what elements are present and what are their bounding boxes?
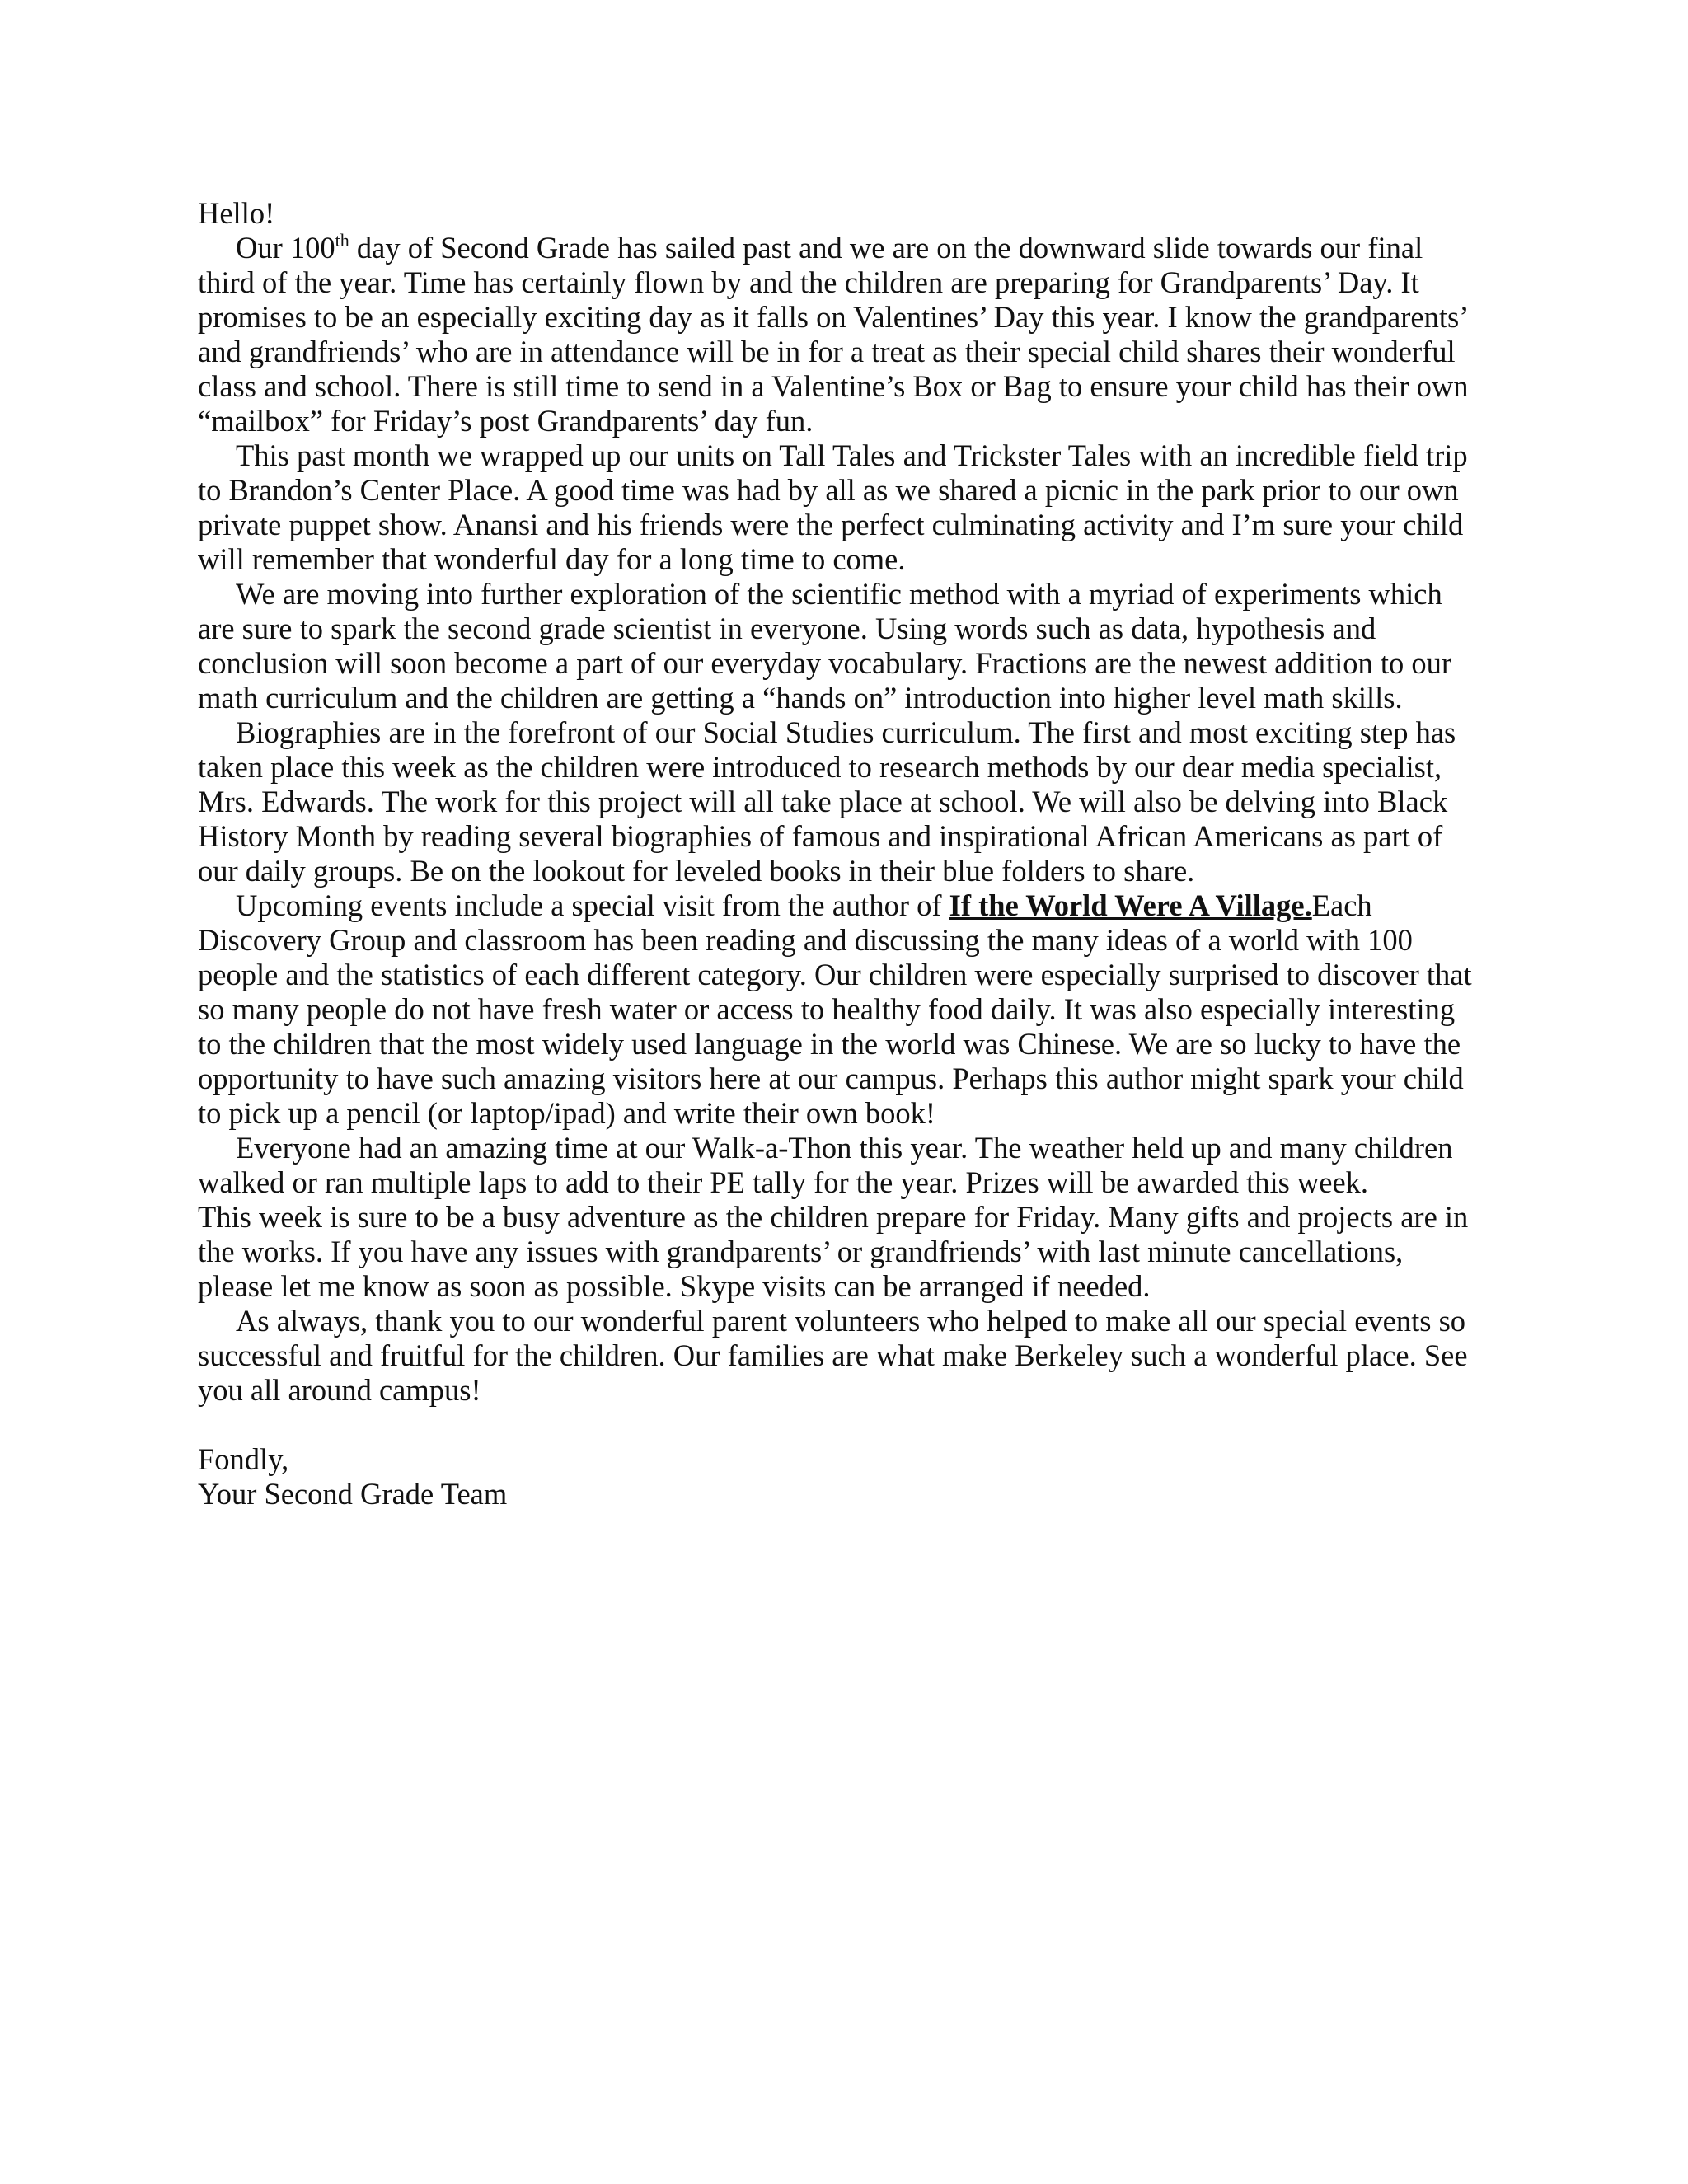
paragraph-science: We are moving into further exploration of the scientific method with a myriad of experiments which are sure to spark the second grade scientist in everyone. Using words such as data, hypothesis and conclusion will soon become a part of our everyday vocabulary. Fractions are the newest addition to our math curriculum and the children are getting a “hands on” introduction into higher level math skills. [198,577,1452,715]
paragraph-text: Each Discovery Group and classroom has been reading and discussing the many ideas of a world with 100 people and the statistics of each different category. Our children were especially surprised to discover that so many people do not have fresh water or access to healthy food daily. It was also especially interesting to the children that the most widely used language in the world was Chinese. We are so lucky to have the opportunity to have such amazing visitors here at our campus. Perhaps this author might spark your child to pick up a pencil (or laptop/ipad) and write their own book! [198,888,1472,1130]
closing: Fondly, [198,1442,289,1476]
book-title: If the World Were A Village. [949,888,1312,922]
ordinal-suffix: th [335,230,349,251]
paragraph-thank-you: As always, thank you to our wonderful parent volunteers who helped to make all our special events so successful and fruitful for the children. Our families are what make Berkeley such a wonderful place. See you all around campus! [198,1304,1468,1407]
greeting: Hello! [198,196,275,230]
paragraph-text: Our 100 [236,231,335,265]
paragraph-walk-a-thon: Everyone had an amazing time at our Walk-a-Thon this year. The weather held up and many children walked or ran multiple laps to add to their PE tally for the year. Prizes will be awarded this week. [198,1131,1453,1199]
signature: Your Second Grade Team [198,1477,508,1511]
paragraph-hundredth-day [198,231,1484,438]
blank-line [198,1408,1484,1442]
paragraph-text: day of Second Grade has sailed past and we are on the downward slide towards our final third of the year. Time has certainly flown by and the children are preparing for Grandparents’ Day. It promises to be an especially exciting day as it falls on Valentines’ Day this year. I know the grandparents’ and grandfriends’ who are in attendance will be in for a treat as their special child shares their wonderful class and school. There is still time to send in a Valentine’s Box or Bag to ensure your child has their own “mailbox” for Friday’s post Grandparents’ day fun. [198,231,1469,438]
paragraph-upcoming-events [198,888,1484,1131]
letter-body [198,196,1484,1511]
paragraph-biographies: Biographies are in the forefront of our Social Studies curriculum. The first and most exciting step has taken place this week as the children were introduced to research methods by our dear media specialist, Mrs. Edwards. The work for this project will all take place at school. We will also be delving into Black History Month by reading several biographies of famous and inspirational African Americans as part of our daily groups. Be on the lookout for leveled books in their blue folders to share. [198,715,1456,888]
paragraph-text: Upcoming events include a special visit from the author of [236,888,950,922]
paragraph-field-trip: This past month we wrapped up our units on Tall Tales and Trickster Tales with an incredible field trip to Brandon’s Center Place. A good time was had by all as we shared a picnic in the park prior to our own private puppet show. Anansi and his friends were the perfect culminating activity and I’m sure your child will remember that wonderful day for a long time to come. [198,438,1468,576]
paragraph-busy-week: This week is sure to be a busy adventure as the children prepare for Friday. Many gifts and projects are in the works. If you have any issues with grandparents’ or grandfriends’ with last minute cancellations, please let me know as soon as possible. Skype visits can be arranged if needed. [198,1200,1469,1303]
